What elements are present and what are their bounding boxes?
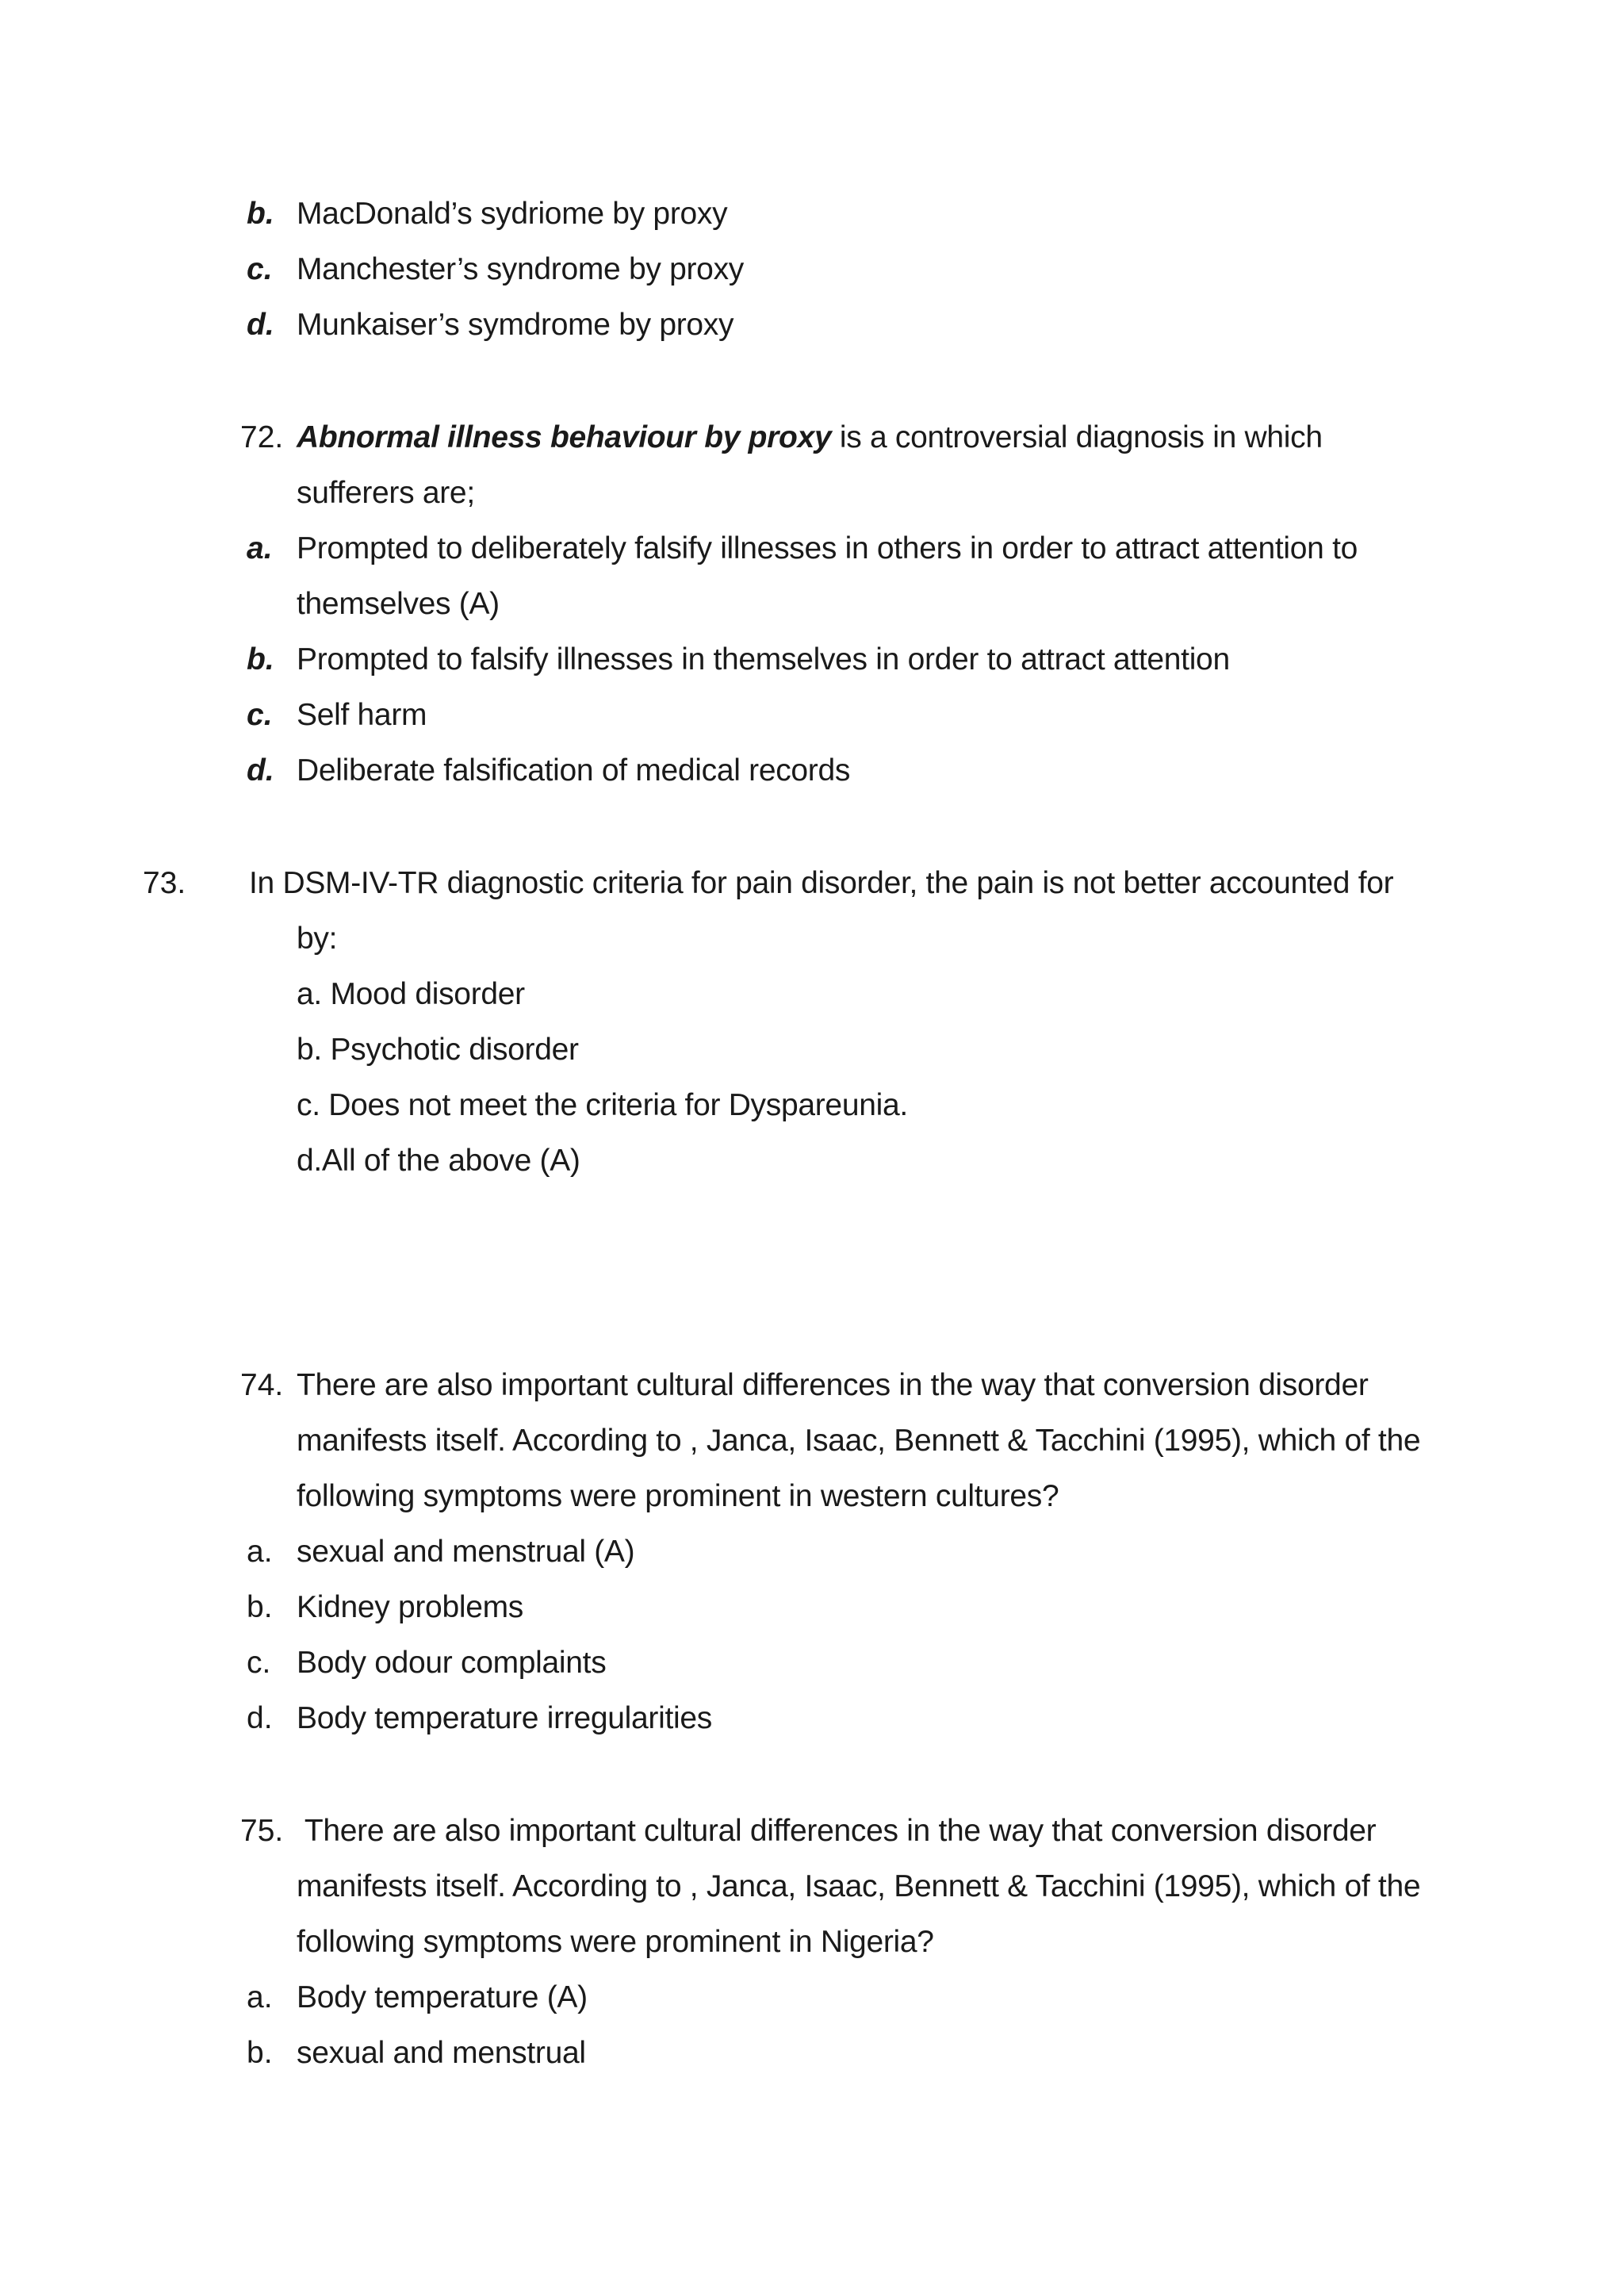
q72-stem-line1 xyxy=(297,419,1323,457)
q72-option-a-marker: a. xyxy=(247,531,273,565)
q75-number: 75. xyxy=(240,1814,284,1848)
q72-emphasis: Abnormal illness behaviour by proxy xyxy=(297,420,832,454)
q74-stem-line1: There are also important cultural differences in the way that conversion disorder xyxy=(297,1368,1369,1402)
q72-option-b-text: Prompted to falsify illnesses in themselves in order to attract attention xyxy=(297,642,1230,677)
q74-number: 74. xyxy=(240,1368,284,1402)
q72-option-d-marker: d. xyxy=(247,753,274,788)
q75-option-a-marker: a. xyxy=(247,1980,273,2014)
q74-stem-line2: manifests itself. According to , Janca, Isaac, Bennett & Tacchini (1995), which of the xyxy=(297,1424,1421,1458)
q73-stem-line1: In DSM-IV-TR diagnostic criteria for pain disorder, the pain is not better accounted for xyxy=(249,866,1394,900)
q75-stem-line2: manifests itself. According to , Janca, Isaac, Bennett & Tacchini (1995), which of the xyxy=(297,1869,1421,1903)
q72-option-d-text: Deliberate falsification of medical records xyxy=(297,753,851,788)
q75-option-b-marker: b. xyxy=(247,2036,273,2070)
q73-stem-line2: by: xyxy=(297,922,338,956)
q75-stem-line1: There are also important cultural differences in the way that conversion disorder xyxy=(297,1814,1377,1848)
q71-option-d-marker: d. xyxy=(247,308,274,342)
q73-option-c: c. Does not meet the criteria for Dyspareunia. xyxy=(297,1088,908,1122)
q74-option-b-marker: b. xyxy=(247,1590,273,1624)
q73-number: 73. xyxy=(143,866,186,900)
q71-option-d-text: Munkaiser’s symdrome by proxy xyxy=(297,308,734,342)
q74-option-b-text: Kidney problems xyxy=(297,1590,523,1624)
q71-option-c-text: Manchester’s syndrome by proxy xyxy=(297,252,744,286)
q75-option-b-text: sexual and menstrual xyxy=(297,2036,586,2070)
q74-option-c-text: Body odour complaints xyxy=(297,1646,607,1680)
q71-option-b-marker: b. xyxy=(247,197,274,231)
q71-option-c-marker: c. xyxy=(247,252,273,286)
q75-stem-line3: following symptoms were prominent in Nigeria? xyxy=(297,1925,934,1959)
q74-stem-line3: following symptoms were prominent in western cultures? xyxy=(297,1479,1059,1513)
q73-option-a: a. Mood disorder xyxy=(297,977,525,1011)
q72-stem-line2: sufferers are; xyxy=(297,476,475,510)
q72-stem-rest: is a controversial diagnosis in which xyxy=(831,420,1323,454)
q73-option-d: d.All of the above (A) xyxy=(297,1144,580,1178)
q72-option-b-marker: b. xyxy=(247,642,274,677)
q74-option-a-text: sexual and menstrual (A) xyxy=(297,1535,635,1569)
q74-option-a-marker: a. xyxy=(247,1535,273,1569)
q75-option-a-text: Body temperature (A) xyxy=(297,1980,588,2014)
q73-option-b: b. Psychotic disorder xyxy=(297,1033,579,1067)
q72-option-a-text: Prompted to deliberately falsify illnesses in others in order to attract attention to xyxy=(297,531,1358,565)
q72-number: 72. xyxy=(240,420,284,454)
q71-option-b-text: MacDonald’s sydriome by proxy xyxy=(297,197,728,231)
q74-option-c-marker: c. xyxy=(247,1646,271,1680)
q74-option-d-text: Body temperature irregularities xyxy=(297,1701,712,1735)
q72-option-c-marker: c. xyxy=(247,698,273,732)
q74-option-d-marker: d. xyxy=(247,1701,273,1735)
q72-option-c-text: Self harm xyxy=(297,698,427,732)
q72-option-a-cont: themselves (A) xyxy=(297,587,500,621)
